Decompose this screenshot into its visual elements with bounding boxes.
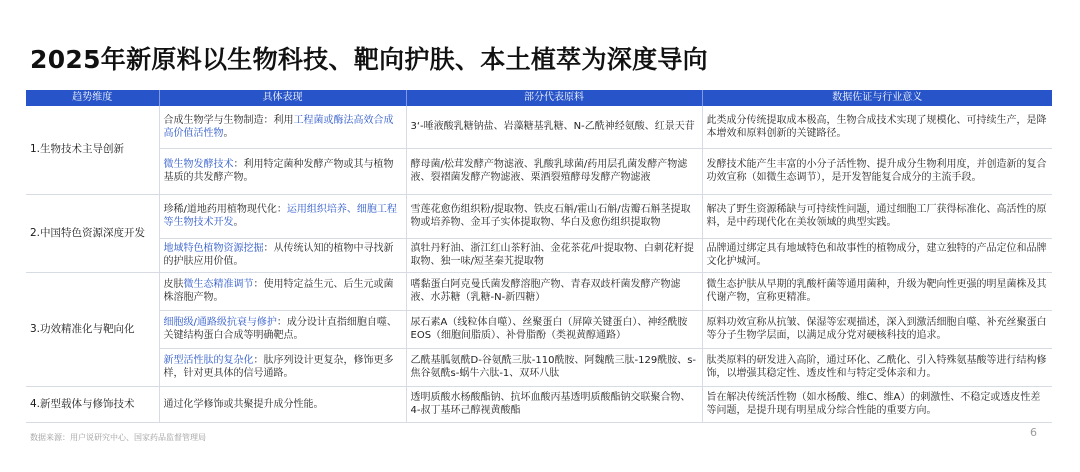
manifestation-text: 。 <box>223 127 234 139</box>
representative-cell: 乙酰基胍氨酰D-谷氨酰三肽-110酰胺、阿魏酰三肽-129酰胺、s-焦谷氨酰s-蜗牛六肽-1、双环八肽 <box>406 348 702 386</box>
dimension-cell: 1.生物技术主导创新 <box>26 106 159 194</box>
representative-cell: 滇牡丹籽油、浙江红山茶籽油、金花茶花/叶提取物、白刺花籽提取物、独一味/短茎秦艽提取物 <box>406 238 702 272</box>
manifestation-text: ：成分设计直指细胞自噬、关键结构蛋白合成等明确靶点。 <box>163 317 397 341</box>
manifestation-cell <box>159 386 406 422</box>
manifestation-highlight: 运用组织培养、细胞工程等生物技术开发 <box>163 204 397 228</box>
table-row <box>26 310 1052 348</box>
manifestation-cell <box>159 348 406 386</box>
evidence-cell: 微生态护肤从早期的乳酸杆菌等通用菌种，升级为靶向性更强的明星菌株及其代谢产物，宣称更精准。 <box>702 272 1052 310</box>
evidence-cell: 肽类原料的研发进入高阶，通过环化、乙酰化、引入特殊氨基酸等进行结构修饰，以增强其稳定性、透皮性和与特定受体亲和力。 <box>702 348 1052 386</box>
representative-cell: 尿石素A（线粒体自噬）、丝聚蛋白（屏障关键蛋白）、神经酰胺EOS（细胞间脂质）、补骨脂酚（类视黄醇通路） <box>406 310 702 348</box>
table-row <box>26 238 1052 272</box>
manifestation-cell <box>159 272 406 310</box>
data-source-note: 数据来源：用户说研究中心、国家药品监督管理局 <box>30 433 206 442</box>
manifestation-text: ：利用特定菌种发酵产物或其与植物基质的共发酵产物。 <box>163 159 394 183</box>
manifestation-text: ：使用特定益生元、后生元或菌株溶胞产物。 <box>163 279 394 303</box>
manifestation-highlight: 细胞级/通路级抗衰与修护 <box>163 317 277 328</box>
manifestation-cell <box>159 238 406 272</box>
manifestation-cell <box>159 106 406 148</box>
table-row <box>26 386 1052 422</box>
evidence-cell: 发酵技术能产生丰富的小分子活性物、提升成分生物利用度，并创造新的复合功效宣称（如微生态调节），是开发智能复合成分的主流手段。 <box>702 148 1052 194</box>
manifestation-cell <box>159 310 406 348</box>
dimension-cell: 2.中国特色资源深度开发 <box>26 194 159 272</box>
evidence-cell: 原料功效宣称从抗皱、保湿等宏观描述，深入到激活细胞自噬、补充丝聚蛋白等分子生物学层面，以满足成分党对硬核科技的追求。 <box>702 310 1052 348</box>
table-row <box>26 272 1052 310</box>
manifestation-cell <box>159 148 406 194</box>
manifestation-text: 。 <box>233 217 244 228</box>
table-row <box>26 348 1052 386</box>
manifestation-text: ：从传统认知的植物中寻找新的护肤应用价值。 <box>163 243 394 267</box>
dimension-cell: 3.功效精准化与靶向化 <box>26 272 159 386</box>
table-row <box>26 106 1052 148</box>
representative-cell: 透明质酸水杨酸酯钠、抗坏血酸丙基透明质酸酯钠交联聚合物、4-叔丁基环己醇视黄酸酯 <box>406 386 702 422</box>
dimension-cell: 4.新型载体与修饰技术 <box>26 386 159 422</box>
manifestation-highlight: 工程菌或酶法高效合成高价值活性物 <box>163 114 394 139</box>
manifestation-highlight: 新型活性肽的复杂化 <box>163 355 254 366</box>
evidence-cell: 解决了野生资源稀缺与可持续性问题，通过细胞工厂获得标准化、高活性的原料，是中药现代化在美妆领域的典型实践。 <box>702 194 1052 238</box>
trend-table <box>26 90 1052 423</box>
table-row <box>26 194 1052 238</box>
manifestation-highlight: 微生物发酵技术 <box>163 159 234 170</box>
header-dimension: 趋势维度 <box>26 90 159 106</box>
manifestation-text: 通过化学修饰或共聚提升成分性能。 <box>163 398 324 410</box>
evidence-cell: 旨在解决传统活性物（如水杨酸、维C、维A）的刺激性、不稳定或透皮性差等问题，是提升现有明星成分综合性能的重要方向。 <box>702 386 1052 422</box>
representative-cell: 3‘-唾液酸乳糖钠盐、岩藻糖基乳糖、N-乙酰神经氨酸、红景天苷 <box>406 106 702 148</box>
evidence-cell: 此类成分传统提取成本极高，生物合成技术实现了规模化、可持续生产，是降本增效和原料创新的关键路径。 <box>702 106 1052 148</box>
manifestation-highlight: 微生态精准调节 <box>183 279 254 290</box>
representative-cell: 雪莲花愈伤组织粉/提取物、铁皮石斛/霍山石斛/齿瓣石斛茎提取物或培养物、金耳子实体提取物、华白及愈伤组织提取物 <box>406 194 702 238</box>
page-number: 6 <box>1030 426 1037 439</box>
page-title: 2025年新原料以生物科技、靶向护肤、本土植萃为深度导向 <box>30 45 708 74</box>
manifestation-text: 皮肤 <box>163 279 184 290</box>
header-evidence: 数据佐证与行业意义 <box>702 90 1052 106</box>
header-manifestation: 具体表现 <box>159 90 406 106</box>
evidence-cell: 品牌通过绑定具有地域特色和故事性的植物成分，建立独特的产品定位和品牌文化护城河。 <box>702 238 1052 272</box>
header-representative: 部分代表原料 <box>406 90 702 106</box>
representative-cell: 酵母菌/松茸发酵产物滤液、乳酸乳球菌/药用层孔菌发酵产物滤液、裂褶菌发酵产物滤液、栗酒裂殖酵母发酵产物滤液 <box>406 148 702 194</box>
manifestation-text: ：肽序列设计更复杂，修饰更多样，针对更具体的信号通路。 <box>163 355 394 379</box>
manifestation-text: 珍稀/道地药用植物现代化： <box>163 204 287 215</box>
table-header-row <box>26 90 1052 106</box>
manifestation-text: 合成生物学与生物制造：利用 <box>163 114 294 126</box>
representative-cell: 嗜黏蛋白阿克曼氏菌发酵溶胞产物、青春双歧杆菌发酵产物滤液、水苏糖（乳糖-N-新四糖） <box>406 272 702 310</box>
table-row <box>26 148 1052 194</box>
manifestation-cell <box>159 194 406 238</box>
manifestation-highlight: 地域特色植物资源挖掘 <box>163 243 264 254</box>
